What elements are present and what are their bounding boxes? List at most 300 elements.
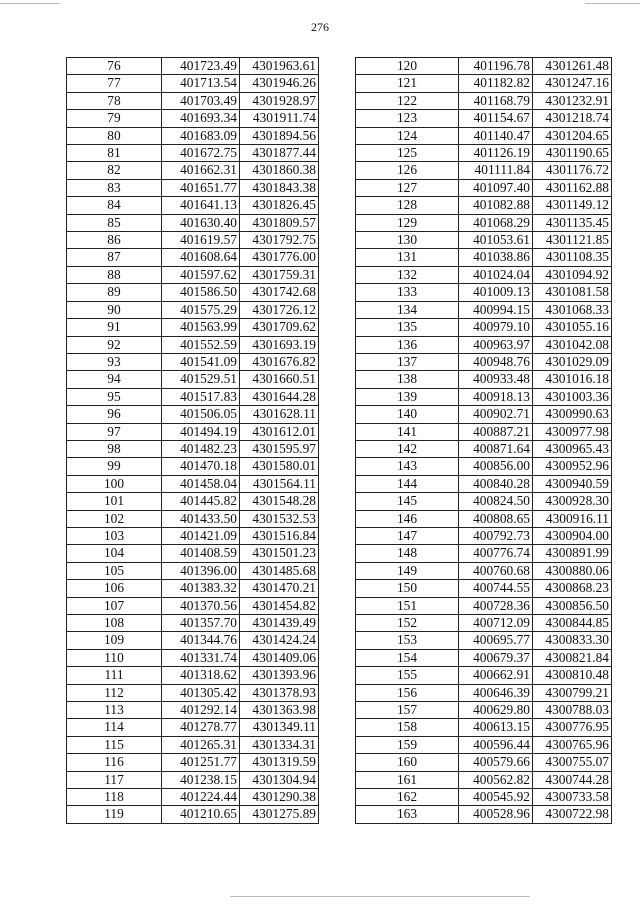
point-number-cell: 79 [67,110,162,127]
table-row [67,388,319,405]
point-number-cell: 142 [356,440,459,457]
x-coordinate-cell: 400979.10 [459,319,533,336]
point-number-cell: 136 [356,336,459,353]
point-number-cell: 103 [67,527,162,544]
point-number-cell: 132 [356,266,459,283]
point-number-cell: 106 [67,580,162,597]
point-number-cell: 123 [356,110,459,127]
y-coordinate-cell: 4301843.38 [240,179,319,196]
table-row [356,771,612,788]
y-coordinate-cell: 4300776.95 [533,719,612,736]
x-coordinate-cell: 401318.62 [162,667,240,684]
point-number-cell: 118 [67,789,162,806]
y-coordinate-cell: 4301877.44 [240,145,319,162]
point-number-cell: 83 [67,179,162,196]
table-row [356,510,612,527]
x-coordinate-cell: 401672.75 [162,145,240,162]
table-row [67,179,319,196]
point-number-cell: 116 [67,754,162,771]
point-number-cell: 155 [356,667,459,684]
table-row [356,371,612,388]
y-coordinate-cell: 4301439.49 [240,615,319,632]
table-row [356,545,612,562]
x-coordinate-cell: 401482.23 [162,440,240,457]
point-number-cell: 112 [67,684,162,701]
point-number-cell: 122 [356,92,459,109]
y-coordinate-cell: 4301792.75 [240,232,319,249]
table-row [356,649,612,666]
x-coordinate-cell: 401383.32 [162,580,240,597]
x-coordinate-cell: 401024.04 [459,266,533,283]
point-number-cell: 97 [67,423,162,440]
y-coordinate-cell: 4300880.06 [533,562,612,579]
point-number-cell: 141 [356,423,459,440]
table-row [356,336,612,353]
x-coordinate-cell: 401082.88 [459,197,533,214]
y-coordinate-cell: 4300952.96 [533,458,612,475]
y-coordinate-cell: 4301809.57 [240,214,319,231]
point-number-cell: 89 [67,284,162,301]
table-row [67,806,319,823]
table-row [356,319,612,336]
point-number-cell: 119 [67,806,162,823]
y-coordinate-cell: 4301232.91 [533,92,612,109]
table-row [67,510,319,527]
point-number-cell: 145 [356,493,459,510]
x-coordinate-cell: 401445.82 [162,493,240,510]
point-number-cell: 99 [67,458,162,475]
x-coordinate-cell: 400545.92 [459,789,533,806]
x-coordinate-cell: 401292.14 [162,702,240,719]
table-row [67,92,319,109]
x-coordinate-cell: 401458.04 [162,475,240,492]
table-row [67,789,319,806]
y-coordinate-cell: 4301055.16 [533,319,612,336]
point-number-cell: 124 [356,127,459,144]
y-coordinate-cell: 4301176.72 [533,162,612,179]
x-coordinate-cell: 401251.77 [162,754,240,771]
x-coordinate-cell: 400887.21 [459,423,533,440]
x-coordinate-cell: 401370.56 [162,597,240,614]
x-coordinate-cell: 400902.71 [459,406,533,423]
point-number-cell: 87 [67,249,162,266]
table-row [356,754,612,771]
point-number-cell: 109 [67,632,162,649]
point-number-cell: 130 [356,232,459,249]
x-coordinate-cell: 401224.44 [162,789,240,806]
coordinates-table-right [355,57,612,824]
table-row [67,319,319,336]
table-row [67,110,319,127]
point-number-cell: 84 [67,197,162,214]
point-number-cell: 157 [356,702,459,719]
x-coordinate-cell: 400579.66 [459,754,533,771]
x-coordinate-cell: 400695.77 [459,632,533,649]
x-coordinate-cell: 400776.74 [459,545,533,562]
point-number-cell: 96 [67,406,162,423]
table-row [356,301,612,318]
table-row [356,249,612,266]
x-coordinate-cell: 401608.64 [162,249,240,266]
y-coordinate-cell: 4301149.12 [533,197,612,214]
point-number-cell: 135 [356,319,459,336]
y-coordinate-cell: 4301628.11 [240,406,319,423]
x-coordinate-cell: 401265.31 [162,736,240,753]
coordinates-table-right-body [356,58,612,824]
point-number-cell: 150 [356,580,459,597]
point-number-cell: 90 [67,301,162,318]
x-coordinate-cell: 401111.84 [459,162,533,179]
y-coordinate-cell: 4300833.30 [533,632,612,649]
x-coordinate-cell: 401517.83 [162,388,240,405]
point-number-cell: 158 [356,719,459,736]
x-coordinate-cell: 400840.28 [459,475,533,492]
x-coordinate-cell: 401421.09 [162,527,240,544]
y-coordinate-cell: 4301081.58 [533,284,612,301]
table-row [356,597,612,614]
y-coordinate-cell: 4301946.26 [240,75,319,92]
point-number-cell: 104 [67,545,162,562]
x-coordinate-cell: 401097.40 [459,179,533,196]
y-coordinate-cell: 4300810.48 [533,667,612,684]
table-row [67,458,319,475]
table-row [67,406,319,423]
table-row [67,702,319,719]
table-row [356,736,612,753]
point-number-cell: 110 [67,649,162,666]
x-coordinate-cell: 400679.37 [459,649,533,666]
point-number-cell: 102 [67,510,162,527]
x-coordinate-cell: 401053.61 [459,232,533,249]
table-row [67,580,319,597]
y-coordinate-cell: 4301564.11 [240,475,319,492]
table-row [67,353,319,370]
table-row [67,493,319,510]
table-row [356,214,612,231]
table-row [356,127,612,144]
y-coordinate-cell: 4301204.65 [533,127,612,144]
point-number-cell: 154 [356,649,459,666]
y-coordinate-cell: 4301349.11 [240,719,319,736]
point-number-cell: 111 [67,667,162,684]
y-coordinate-cell: 4301776.00 [240,249,319,266]
x-coordinate-cell: 400528.96 [459,806,533,823]
point-number-cell: 108 [67,615,162,632]
point-number-cell: 133 [356,284,459,301]
table-row [356,92,612,109]
x-coordinate-cell: 401713.54 [162,75,240,92]
table-row [356,684,612,701]
y-coordinate-cell: 4301963.61 [240,58,319,75]
x-coordinate-cell: 401396.00 [162,562,240,579]
table-row [67,632,319,649]
y-coordinate-cell: 4301334.31 [240,736,319,753]
coordinates-table-left-body [67,58,319,824]
x-coordinate-cell: 401126.19 [459,145,533,162]
y-coordinate-cell: 4301693.19 [240,336,319,353]
x-coordinate-cell: 401693.34 [162,110,240,127]
point-number-cell: 126 [356,162,459,179]
y-coordinate-cell: 4301660.51 [240,371,319,388]
y-coordinate-cell: 4301709.62 [240,319,319,336]
x-coordinate-cell: 401009.13 [459,284,533,301]
y-coordinate-cell: 4300891.99 [533,545,612,562]
point-number-cell: 77 [67,75,162,92]
x-coordinate-cell: 400792.73 [459,527,533,544]
point-number-cell: 80 [67,127,162,144]
table-row [67,649,319,666]
y-coordinate-cell: 4301516.84 [240,527,319,544]
point-number-cell: 88 [67,266,162,283]
x-coordinate-cell: 400808.65 [459,510,533,527]
point-number-cell: 138 [356,371,459,388]
point-number-cell: 148 [356,545,459,562]
y-coordinate-cell: 4301548.28 [240,493,319,510]
y-coordinate-cell: 4301742.68 [240,284,319,301]
point-number-cell: 128 [356,197,459,214]
x-coordinate-cell: 401357.70 [162,615,240,632]
point-number-cell: 127 [356,179,459,196]
table-row [67,249,319,266]
point-number-cell: 117 [67,771,162,788]
y-coordinate-cell: 4301003.36 [533,388,612,405]
point-number-cell: 92 [67,336,162,353]
x-coordinate-cell: 401506.05 [162,406,240,423]
point-number-cell: 163 [356,806,459,823]
y-coordinate-cell: 4301759.31 [240,266,319,283]
y-coordinate-cell: 4300928.30 [533,493,612,510]
x-coordinate-cell: 401597.62 [162,266,240,283]
y-coordinate-cell: 4301580.01 [240,458,319,475]
x-coordinate-cell: 401703.49 [162,92,240,109]
table-row [356,110,612,127]
y-coordinate-cell: 4300844.85 [533,615,612,632]
table-row [67,75,319,92]
table-row [67,597,319,614]
y-coordinate-cell: 4301042.08 [533,336,612,353]
x-coordinate-cell: 401140.47 [459,127,533,144]
x-coordinate-cell: 400744.55 [459,580,533,597]
table-row [67,527,319,544]
table-row [67,475,319,492]
table-row [356,719,612,736]
y-coordinate-cell: 4300856.50 [533,597,612,614]
x-coordinate-cell: 400646.39 [459,684,533,701]
y-coordinate-cell: 4301424.24 [240,632,319,649]
y-coordinate-cell: 4301218.74 [533,110,612,127]
point-number-cell: 82 [67,162,162,179]
y-coordinate-cell: 4301247.16 [533,75,612,92]
y-coordinate-cell: 4301928.97 [240,92,319,109]
point-number-cell: 120 [356,58,459,75]
y-coordinate-cell: 4301135.45 [533,214,612,231]
y-coordinate-cell: 4301409.06 [240,649,319,666]
point-number-cell: 143 [356,458,459,475]
table-row [67,719,319,736]
x-coordinate-cell: 400728.36 [459,597,533,614]
y-coordinate-cell: 4300821.84 [533,649,612,666]
x-coordinate-cell: 401630.40 [162,214,240,231]
point-number-cell: 114 [67,719,162,736]
x-coordinate-cell: 401619.57 [162,232,240,249]
point-number-cell: 86 [67,232,162,249]
y-coordinate-cell: 4301595.97 [240,440,319,457]
y-coordinate-cell: 4300755.07 [533,754,612,771]
point-number-cell: 131 [356,249,459,266]
table-row [67,58,319,75]
table-row [356,284,612,301]
x-coordinate-cell: 401433.50 [162,510,240,527]
table-row [67,440,319,457]
y-coordinate-cell: 4301501.23 [240,545,319,562]
table-row [356,266,612,283]
x-coordinate-cell: 401575.29 [162,301,240,318]
point-number-cell: 149 [356,562,459,579]
table-row [356,423,612,440]
x-coordinate-cell: 401344.76 [162,632,240,649]
table-row [356,75,612,92]
table-row [356,58,612,75]
x-coordinate-cell: 401210.65 [162,806,240,823]
y-coordinate-cell: 4301393.96 [240,667,319,684]
x-coordinate-cell: 401641.13 [162,197,240,214]
table-row [356,806,612,823]
table-row [356,789,612,806]
y-coordinate-cell: 4301676.82 [240,353,319,370]
point-number-cell: 159 [356,736,459,753]
point-number-cell: 153 [356,632,459,649]
point-number-cell: 161 [356,771,459,788]
table-row [67,667,319,684]
x-coordinate-cell: 401662.31 [162,162,240,179]
x-coordinate-cell: 400963.97 [459,336,533,353]
y-coordinate-cell: 4301261.48 [533,58,612,75]
y-coordinate-cell: 4301612.01 [240,423,319,440]
x-coordinate-cell: 400918.13 [459,388,533,405]
x-coordinate-cell: 401038.86 [459,249,533,266]
y-coordinate-cell: 4301290.38 [240,789,319,806]
point-number-cell: 137 [356,353,459,370]
x-coordinate-cell: 401586.50 [162,284,240,301]
x-coordinate-cell: 401552.59 [162,336,240,353]
x-coordinate-cell: 400856.00 [459,458,533,475]
table-row [67,615,319,632]
table-row [356,162,612,179]
table-row [356,388,612,405]
table-row [356,197,612,214]
table-row [356,580,612,597]
y-coordinate-cell: 4301726.12 [240,301,319,318]
y-coordinate-cell: 4300916.11 [533,510,612,527]
table-row [356,667,612,684]
table-row [67,197,319,214]
point-number-cell: 93 [67,353,162,370]
y-coordinate-cell: 4301190.65 [533,145,612,162]
point-number-cell: 160 [356,754,459,771]
table-row [356,632,612,649]
y-coordinate-cell: 4301470.21 [240,580,319,597]
x-coordinate-cell: 401305.42 [162,684,240,701]
table-row [356,353,612,370]
point-number-cell: 151 [356,597,459,614]
point-number-cell: 91 [67,319,162,336]
y-coordinate-cell: 4300940.59 [533,475,612,492]
x-coordinate-cell: 400994.15 [459,301,533,318]
y-coordinate-cell: 4300904.00 [533,527,612,544]
y-coordinate-cell: 4301378.93 [240,684,319,701]
point-number-cell: 134 [356,301,459,318]
y-coordinate-cell: 4301121.85 [533,232,612,249]
x-coordinate-cell: 401238.15 [162,771,240,788]
table-row [67,232,319,249]
y-coordinate-cell: 4301029.09 [533,353,612,370]
point-number-cell: 100 [67,475,162,492]
x-coordinate-cell: 400629.80 [459,702,533,719]
y-coordinate-cell: 4301826.45 [240,197,319,214]
table-row [67,771,319,788]
table-row [67,423,319,440]
table-row [67,145,319,162]
x-coordinate-cell: 400662.91 [459,667,533,684]
table-row [356,493,612,510]
x-coordinate-cell: 400933.48 [459,371,533,388]
x-coordinate-cell: 401068.29 [459,214,533,231]
table-row [67,162,319,179]
x-coordinate-cell: 401408.59 [162,545,240,562]
point-number-cell: 98 [67,440,162,457]
x-coordinate-cell: 401723.49 [162,58,240,75]
table-row [356,475,612,492]
coordinates-table-left [66,57,319,824]
y-coordinate-cell: 4300733.58 [533,789,612,806]
y-coordinate-cell: 4301304.94 [240,771,319,788]
y-coordinate-cell: 4301363.98 [240,702,319,719]
table-row [356,406,612,423]
top-rule-right [585,3,640,4]
y-coordinate-cell: 4300868.23 [533,580,612,597]
point-number-cell: 95 [67,388,162,405]
table-row [356,527,612,544]
point-number-cell: 81 [67,145,162,162]
y-coordinate-cell: 4301162.88 [533,179,612,196]
table-row [67,562,319,579]
y-coordinate-cell: 4300990.63 [533,406,612,423]
x-coordinate-cell: 401683.09 [162,127,240,144]
x-coordinate-cell: 401563.99 [162,319,240,336]
bottom-rule [230,896,530,897]
y-coordinate-cell: 4301532.53 [240,510,319,527]
y-coordinate-cell: 4301016.18 [533,371,612,388]
y-coordinate-cell: 4301911.74 [240,110,319,127]
y-coordinate-cell: 4301485.68 [240,562,319,579]
point-number-cell: 105 [67,562,162,579]
point-number-cell: 156 [356,684,459,701]
page-number: 276 [311,20,329,34]
table-row [67,754,319,771]
table-row [356,615,612,632]
y-coordinate-cell: 4300799.21 [533,684,612,701]
table-row [356,145,612,162]
point-number-cell: 121 [356,75,459,92]
point-number-cell: 129 [356,214,459,231]
point-number-cell: 144 [356,475,459,492]
point-number-cell: 147 [356,527,459,544]
table-row [67,266,319,283]
table-row [67,336,319,353]
point-number-cell: 152 [356,615,459,632]
table-row [67,214,319,231]
y-coordinate-cell: 4301894.56 [240,127,319,144]
